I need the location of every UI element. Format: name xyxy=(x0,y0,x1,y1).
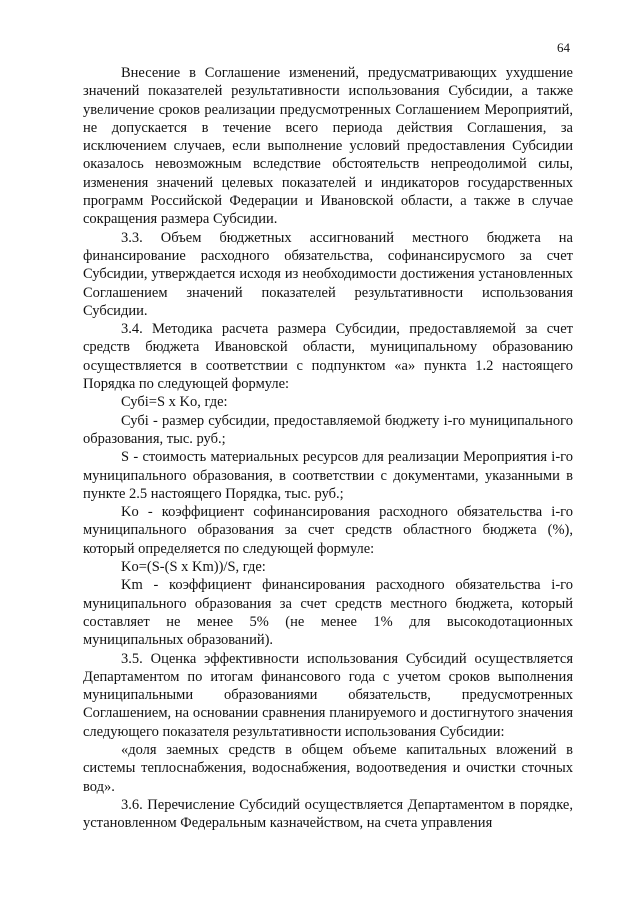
paragraph: Ko=(S-(S x Km))/S, где: xyxy=(121,559,266,576)
paragraph: 3.4. Методика расчета размера Субсидии, предоставляемой за счет средств бюджета Ивановской области, муниципальному образованию осуществляется в соответствии с подпунктом «а» пункта 1.2 настоящего Порядка по следующей формуле: xyxy=(83,321,573,393)
paragraph: 3.5. Оценка эффективности использования Субсидий осуществляется Департаментом по итогам финансового года с учетом сроков выполнения муниципальными образованиями обязательств, предусмотренных Соглашением, на основании сравнения планируемого и достигнутого значения следующего показателя результативности использования Субсидии: xyxy=(83,650,573,740)
paragraph: 3.6. Перечисление Субсидий осуществляется Департаментом в порядке, установленном Федеральным казначейством, на счета управления xyxy=(83,796,573,832)
paragraph: Субi - размер субсидии, предоставляемой бюджету i-го муниципального образования, тыс. руб.; xyxy=(83,412,573,447)
paragraph: Ko - коэффициент софинансирования расходного обязательства i-го муниципального образования за счет средств областного бюджета (%), который определяется по следующей формуле: xyxy=(83,504,573,557)
paragraph: Внесение в Соглашение изменений, предусматривающих ухудшение значений показателей результативности использования Субсидии, а также увеличение сроков реализации предусмотренных Соглашением Мероприятий, не допускается в течение всего периода действия Соглашения, за исключением случаев, если выполнение условий предоставления Субсидии оказалось невозможным вследствие обстоятельств непреодолимой силы, изменения значений целевых показателей и индикаторов государственных программ Российской Федерации и Ивановской области, а также в случае сокращения размера Субсидии. xyxy=(83,65,573,228)
page-number: 64 xyxy=(557,40,570,55)
paragraph: «доля заемных средств в общем объеме капитальных вложений в системы теплоснабжения, водоснабжения, водоотведения и очистки сточных вод». xyxy=(83,741,573,795)
paragraph: S - стоимость материальных ресурсов для реализации Мероприятия i-го муниципального образования, в соответствии с документами, указанными в пункте 2.5 настоящего Порядка, тыс. руб.; xyxy=(83,449,573,502)
paragraph: 3.3. Объем бюджетных ассигнований местного бюджета на финансирование расходного обязательства, софинансирусмого за счет Субсидии, утверждается исходя из необходимости достижения установленных Соглашением значений показателей результативности использования Субсидии. xyxy=(83,229,573,319)
paragraph: Km - коэффициент финансирования расходного обязательства i-го муниципального образования за счет средств местного бюджета, который составляет не менее 5% (не менее 1% для высокодотационных муниципальных образований). xyxy=(83,577,573,649)
paragraph: Субi=S x Ko, где: xyxy=(121,394,228,411)
document-body xyxy=(83,64,573,832)
